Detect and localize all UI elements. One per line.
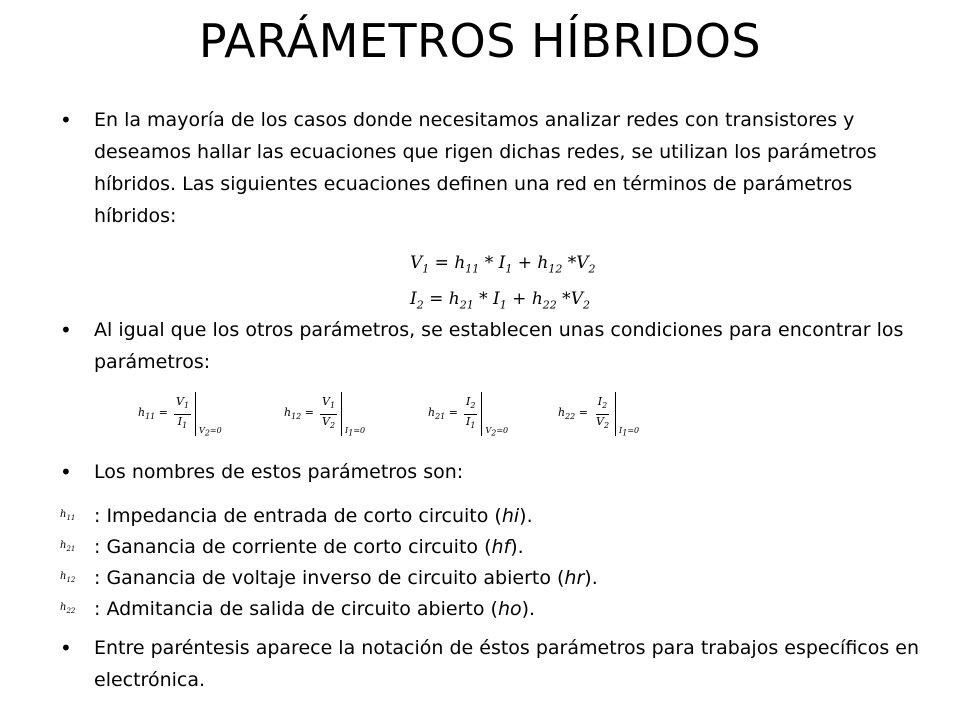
param-h11-definition: $h_{11}$ = $\frac{V_1}{I_1}$ $V_2=0$	[138, 392, 226, 436]
bullet-1	[60, 104, 920, 232]
parameter-names-list	[60, 500, 598, 624]
param-h21-definition: $h_{21}$ = $\frac{I_2}{I_1}$ $V_2=0$	[428, 392, 512, 436]
bullet-text: Los nombres de estos parámetros son:	[94, 461, 464, 483]
param-symbol: $h_{11}$	[60, 509, 76, 522]
param-h22-definition: $h_{22}$ = $\frac{I_2}{V_2}$ $I_1=0$	[558, 392, 646, 436]
param-h12-definition: $h_{12}$ = $\frac{V_1}{V_2}$ $I_1=0$	[284, 392, 372, 436]
bullet-4	[60, 632, 920, 696]
bullet-3	[60, 456, 920, 488]
param-symbol: $h_{22}$	[60, 602, 76, 615]
equation-2: $I_2 = h_{21} * I_1 + h_{22}$ $*V_2$	[410, 289, 590, 312]
bullet-marker: •	[60, 108, 72, 132]
bullet-marker: •	[60, 318, 72, 342]
bullet-marker: •	[60, 460, 72, 484]
parameter-definitions	[138, 392, 658, 442]
page-title: PARÁMETROS HÍBRIDOS	[198, 14, 762, 68]
list-item: $h_{12}$ : Ganancia de voltaje inverso de circuito abierto (hr).	[60, 566, 598, 589]
equation-1: $V_1 = h_{11} * I_1 + h_{12}$ $*V_2$	[410, 253, 596, 276]
bullet-text: Al igual que los otros parámetros, se establecen unas condiciones para encontrar los parámetros:	[94, 319, 904, 373]
bullet-2	[60, 314, 920, 378]
list-item: $h_{22}$ : Admitancia de salida de circuito abierto (ho).	[60, 597, 536, 620]
param-symbol: $h_{12}$	[60, 571, 76, 584]
bullet-marker: •	[60, 636, 72, 660]
bullet-text: En la mayoría de los casos donde necesitamos analizar redes con transistores y deseamos hallar las ecuaciones que rigen dichas redes, se utilizan los parámetros híbridos. Las siguientes ecuaciones definen una red en términos de parámetros híbridos:	[94, 109, 877, 227]
list-item: $h_{21}$ : Ganancia de corriente de corto circuito (hf).	[60, 535, 524, 558]
bullet-text: Entre paréntesis aparece la notación de éstos parámetros para trabajos específicos en electrónica.	[94, 637, 920, 691]
hybrid-equations	[410, 248, 596, 321]
param-symbol: $h_{21}$	[60, 540, 76, 553]
list-item: $h_{11}$ : Impedancia de entrada de corto circuito (hi).	[60, 504, 533, 527]
